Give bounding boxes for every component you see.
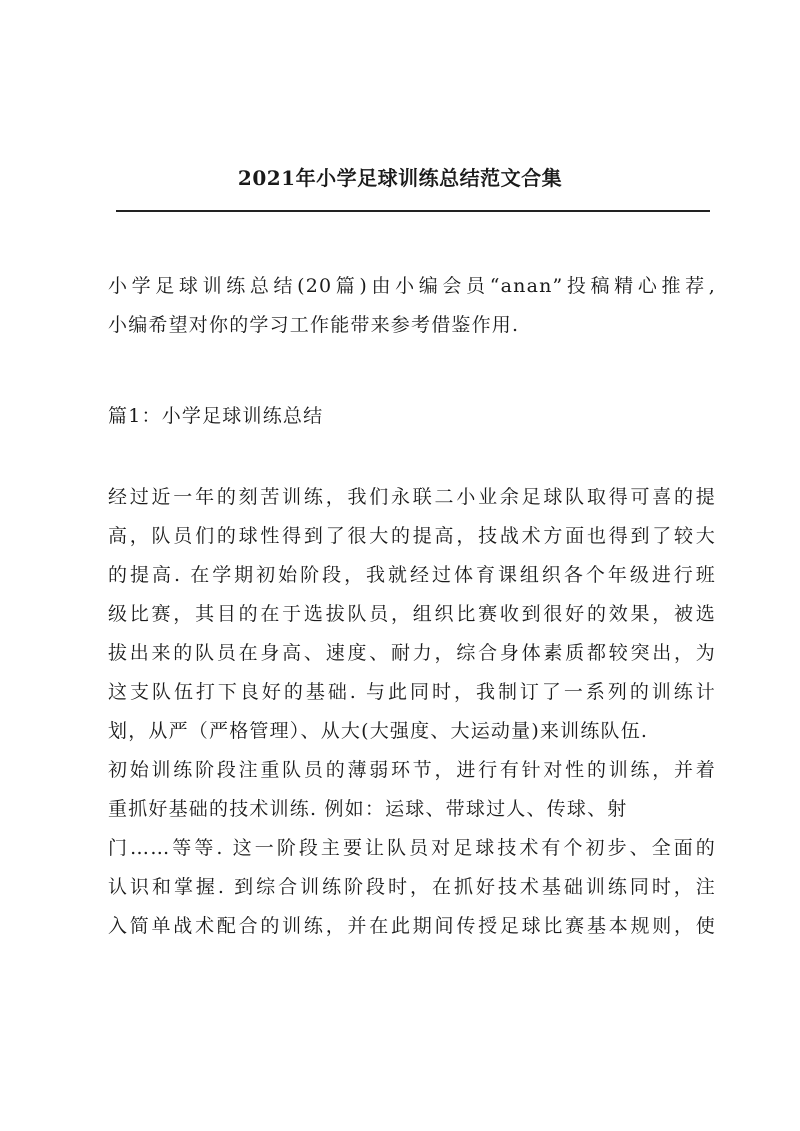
body-paragraph [108,478,716,946]
body-line: 认识和掌握. 到综合训练阶段时，在抓好技术基础训练同时，注 [108,876,716,898]
body-line: 入简单战术配合的训练，并在此期间传授足球比赛基本规则，使 [108,915,716,937]
section-heading-text: 篇1：小学足球训练总结 [108,405,324,427]
body-line: 门……等等. 这一阶段主要让队员对足球技术有个初步、全面的 [108,837,716,859]
body-line: 这支队伍打下良好的基础. 与此同时，我制订了一系列的训练计 [108,681,716,703]
intro-paragraph [108,267,716,345]
body-line: 划，从严（严格管理）、从大(大强度、大运动量)来训练队伍. [108,720,649,742]
section-heading [108,397,716,436]
intro-line: 小编希望对你的学习工作能带来参考借鉴作用. [108,314,520,336]
body-line: 重抓好基础的技术训练. 例如：运球、带球过人、传球、射 [108,798,628,820]
body-line: 的提高. 在学期初始阶段，我就经过体育课组织各个年级进行班 [108,564,716,586]
intro-line: 小学足球训练总结(20篇)由小编会员“anan”投稿精心推荐, [108,275,716,297]
body-line: 拔出来的队员在身高、速度、耐力，综合身体素质都较突出，为 [108,642,716,664]
title-underline [116,210,710,212]
body-line: 级比赛，其目的在于选拔队员，组织比赛收到很好的效果，被选 [108,603,716,625]
document-title: 2021年小学足球训练总结范文合集 [237,166,563,190]
body-line: 初始训练阶段注重队员的薄弱环节，进行有针对性的训练，并着 [108,759,716,781]
body-line: 经过近一年的刻苦训练，我们永联二小业余足球队取得可喜的提 [108,486,716,508]
body-line: 高，队员们的球性得到了很大的提高，技战术方面也得到了较大 [108,525,716,547]
